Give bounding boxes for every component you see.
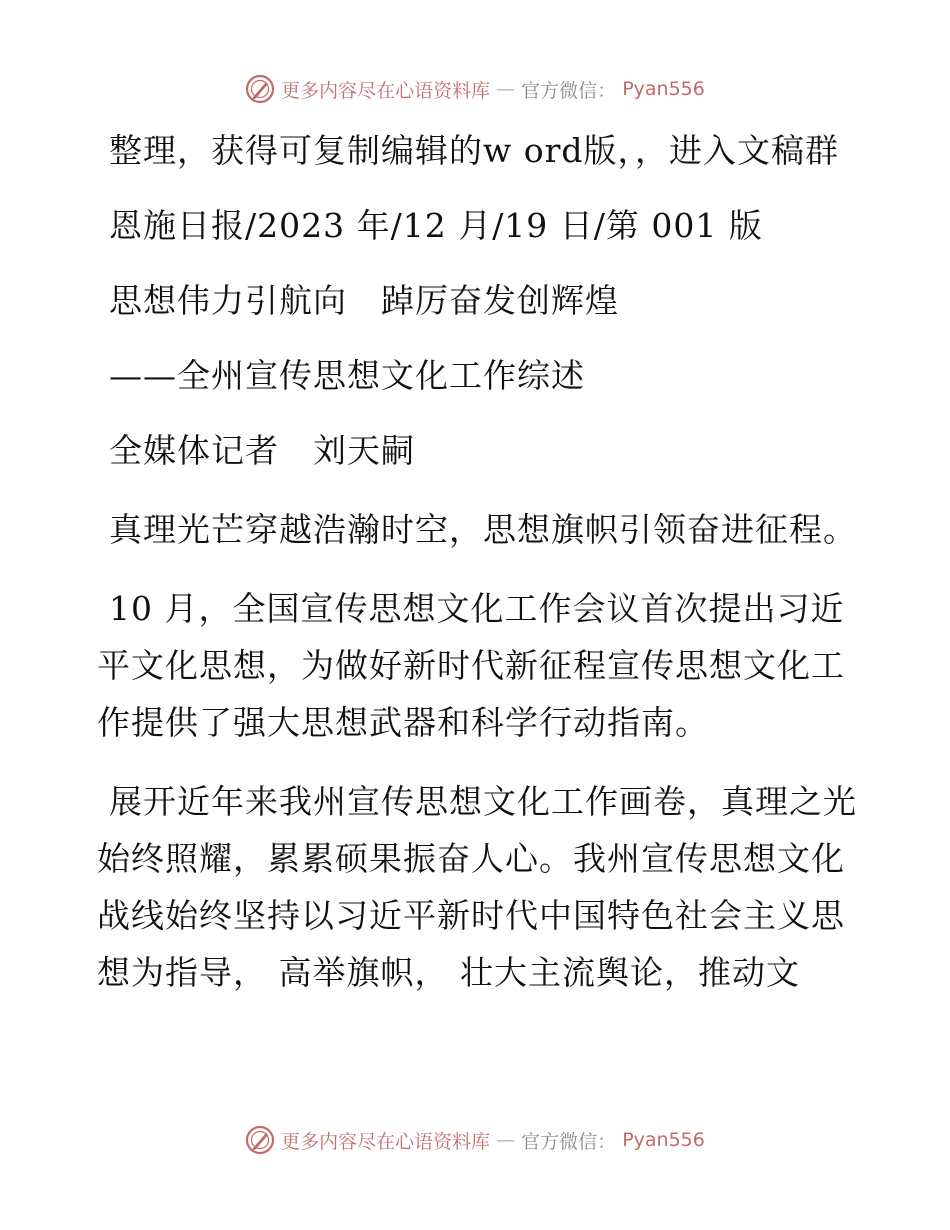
body-paragraph: 展开近年来我州宣传思想文化工作画卷，真理之光始终照耀，累累硕果振奋人心。我州宣传思想文化战线始终坚持以习近平新时代中国特色社会主义思想为指导， 高举旗帜， 壮大主流舆论，推动文 [97,782,857,992]
body-paragraph: 10 月，全国宣传思想文化工作会议首次提出习近平文化思想，为做好新时代新征程宣传思想文化工作提供了强大思想武器和科学行动指南。 [97,589,845,742]
intro-note: 整理，获得可复制编辑的w ord版，，进入文稿群 [109,131,840,170]
watermark-separator: — [496,1129,516,1151]
watermark-contact-id: Pyan556 [622,78,705,100]
body-paragraph: 真理光芒穿越浩瀚时空，思想旗帜引领奋进征程。 [109,510,857,549]
publication-info: 恩施日报/2023 年/12 月/19 日/第 001 版 [109,206,763,245]
article-title: 思想伟力引航向 踔厉奋发创辉煌 [109,281,619,320]
document-body [97,122,857,1001]
footer-watermark [0,1123,950,1157]
watermark-contact-prefix: 官方微信： [521,1130,617,1153]
article-byline: 全媒体记者 刘天嗣 [109,431,415,470]
watermark-contact-id: Pyan556 [622,1129,705,1151]
pen-seal-logo-icon [245,74,275,104]
pen-seal-logo-icon [245,1125,275,1155]
header-watermark [0,72,950,106]
watermark-separator: — [496,78,516,100]
watermark-contact-prefix: 官方微信： [521,79,617,102]
watermark-label: 更多内容尽在心语资料库 [281,79,491,102]
watermark-label: 更多内容尽在心语资料库 [281,1130,491,1153]
article-subtitle: ——全州宣传思想文化工作综述 [109,356,585,395]
